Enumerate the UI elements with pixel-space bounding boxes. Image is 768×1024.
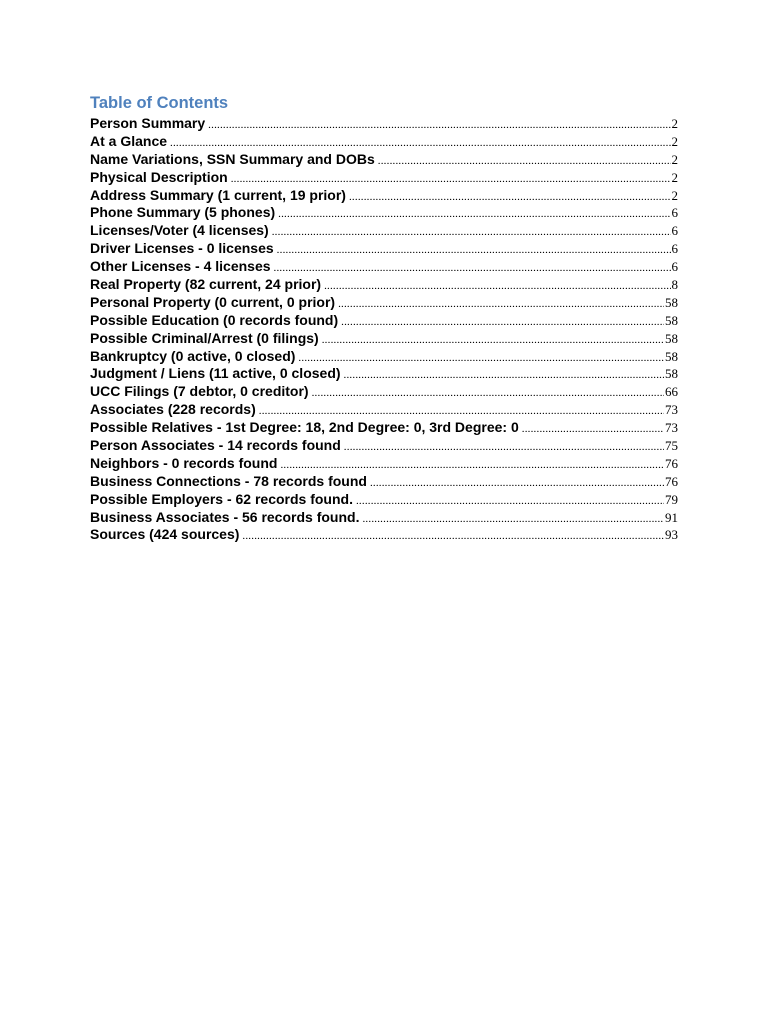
toc-entry[interactable] [90, 133, 678, 151]
toc-entry[interactable] [90, 348, 678, 366]
toc-entry[interactable] [90, 240, 678, 258]
toc-entry-label[interactable]: Personal Property (0 current, 0 prior) [90, 293, 336, 310]
toc-entry[interactable] [90, 169, 678, 187]
toc-entry-page-number[interactable]: 58 [665, 348, 678, 364]
toc-entry-label[interactable]: Associates (228 records) [90, 401, 256, 418]
toc-entry-label[interactable]: Possible Education (0 records found) [90, 311, 339, 328]
toc-entry[interactable] [90, 437, 678, 455]
toc-entry-label[interactable]: UCC Filings (7 debtor, 0 creditor) [90, 383, 309, 400]
toc-entry[interactable] [90, 365, 678, 383]
toc-dot-leader [242, 528, 664, 546]
toc-dot-leader [341, 314, 664, 332]
toc-entry[interactable] [90, 491, 678, 509]
toc-entry-label[interactable]: Possible Relatives - 1st Degree: 18, 2nd Degree: 0, 3rd Degree: 0 [90, 419, 519, 436]
toc-entry-label[interactable]: Physical Description [90, 168, 228, 185]
toc-list [90, 115, 678, 544]
toc-entry-label[interactable]: Sources (424 sources) [90, 526, 240, 543]
toc-entry-page-number[interactable]: 66 [665, 384, 678, 400]
toc-entry-label[interactable]: Licenses/Voter (4 licenses) [90, 222, 269, 239]
toc-entry[interactable] [90, 276, 678, 294]
toc-entry-page-number[interactable]: 75 [665, 438, 678, 454]
toc-entry-page-number[interactable]: 76 [665, 473, 678, 489]
toc-dot-leader [324, 278, 670, 296]
toc-entry[interactable] [90, 330, 678, 348]
toc-dot-leader [338, 296, 664, 314]
toc-entry-page-number[interactable]: 2 [671, 187, 678, 203]
toc-entry[interactable] [90, 455, 678, 473]
toc-entry[interactable] [90, 187, 678, 205]
toc-entry[interactable] [90, 383, 678, 401]
table-of-contents [90, 92, 678, 544]
toc-dot-leader [298, 350, 664, 368]
toc-entry[interactable] [90, 509, 678, 527]
toc-entry-label[interactable]: Judgment / Liens (11 active, 0 closed) [90, 365, 341, 382]
toc-entry-label[interactable]: Possible Employers - 62 records found. [90, 490, 353, 507]
toc-entry-page-number[interactable]: 8 [671, 277, 678, 293]
toc-dot-leader [312, 385, 664, 403]
toc-dot-leader [356, 493, 664, 511]
toc-entry[interactable] [90, 258, 678, 276]
toc-entry-label[interactable]: Driver Licenses - 0 licenses [90, 240, 274, 257]
toc-entry-page-number[interactable]: 6 [671, 241, 678, 257]
toc-entry-label[interactable]: Possible Criminal/Arrest (0 filings) [90, 329, 319, 346]
toc-entry-label[interactable]: At a Glance [90, 132, 168, 149]
toc-entry[interactable] [90, 204, 678, 222]
toc-entry-page-number[interactable]: 6 [671, 205, 678, 221]
toc-entry-label[interactable]: Business Connections - 78 records found [90, 472, 367, 489]
toc-dot-leader [274, 260, 671, 278]
toc-entry[interactable] [90, 473, 678, 491]
toc-dot-leader [349, 189, 671, 207]
toc-entry-page-number[interactable]: 58 [665, 312, 678, 328]
toc-entry-label[interactable]: Phone Summary (5 phones) [90, 204, 276, 221]
toc-entry-label[interactable]: Neighbors - 0 records found [90, 454, 278, 471]
toc-entry[interactable] [90, 151, 678, 169]
toc-dot-leader [208, 117, 670, 135]
toc-entry-page-number[interactable]: 58 [665, 366, 678, 382]
toc-entry-page-number[interactable]: 91 [665, 509, 678, 525]
toc-title: Table of Contents [90, 94, 229, 112]
toc-dot-leader [370, 475, 664, 493]
toc-dot-leader [378, 153, 671, 171]
toc-dot-leader [362, 511, 664, 529]
toc-entry-page-number[interactable]: 73 [665, 402, 678, 418]
toc-entry[interactable] [90, 401, 678, 419]
toc-entry-label[interactable]: Person Summary [90, 115, 206, 131]
toc-entry-page-number[interactable]: 79 [665, 491, 678, 507]
toc-entry-page-number[interactable]: 2 [671, 169, 678, 185]
toc-entry-label[interactable]: Person Associates - 14 records found [90, 437, 341, 454]
toc-dot-leader [277, 242, 671, 260]
toc-entry-page-number[interactable]: 2 [671, 116, 678, 131]
toc-entry-page-number[interactable]: 6 [671, 259, 678, 275]
toc-dot-leader [278, 206, 670, 224]
toc-entry[interactable] [90, 115, 678, 133]
toc-entry-label[interactable]: Business Associates - 56 records found. [90, 508, 360, 525]
toc-entry-page-number[interactable]: 6 [671, 223, 678, 239]
toc-entry[interactable] [90, 222, 678, 240]
toc-dot-leader [322, 332, 664, 350]
toc-entry-page-number[interactable]: 58 [665, 330, 678, 346]
toc-dot-leader [272, 224, 671, 242]
toc-dot-leader [522, 421, 664, 439]
toc-entry[interactable] [90, 294, 678, 312]
toc-entry[interactable] [90, 526, 678, 544]
toc-entry-page-number[interactable]: 2 [671, 133, 678, 149]
toc-entry-page-number[interactable]: 73 [665, 420, 678, 436]
toc-entry-page-number[interactable]: 76 [665, 455, 678, 471]
toc-dot-leader [344, 367, 664, 385]
toc-entry-label[interactable]: Real Property (82 current, 24 prior) [90, 276, 322, 293]
toc-entry-label[interactable]: Bankruptcy (0 active, 0 closed) [90, 347, 296, 364]
toc-entry-page-number[interactable]: 58 [665, 294, 678, 310]
toc-entry[interactable] [90, 312, 678, 330]
toc-entry-page-number[interactable]: 2 [671, 151, 678, 167]
toc-entry-label[interactable]: Address Summary (1 current, 19 prior) [90, 186, 346, 203]
toc-dot-leader [344, 439, 664, 457]
toc-entry[interactable] [90, 419, 678, 437]
toc-entry-label[interactable]: Other Licenses - 4 licenses [90, 258, 271, 275]
toc-entry-label[interactable]: Name Variations, SSN Summary and DOBs [90, 150, 375, 167]
toc-entry-page-number[interactable]: 93 [665, 527, 678, 543]
